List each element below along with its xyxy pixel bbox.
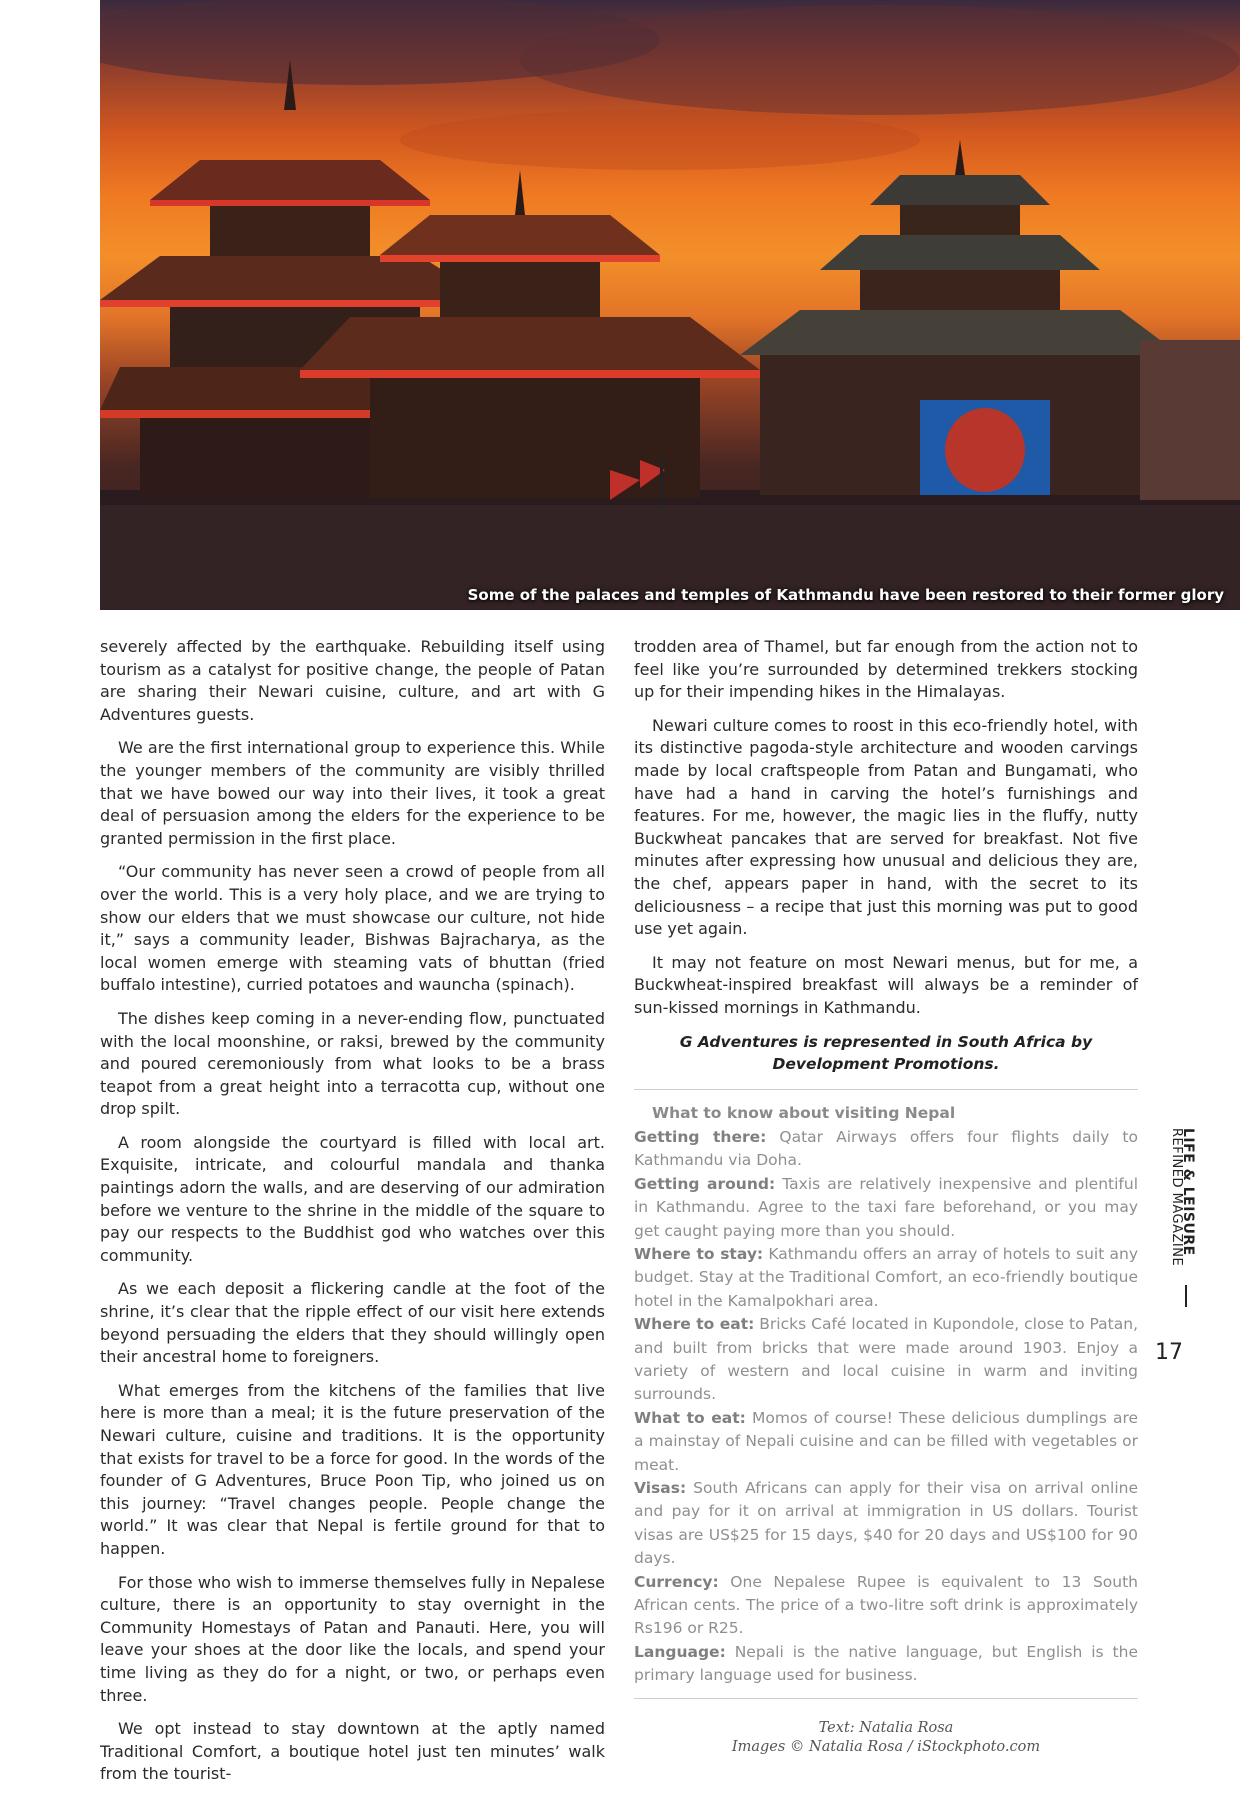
sidebar-item-language bbox=[634, 1641, 1138, 1688]
paragraph: The dishes keep coming in a never-ending flow, punctuated with the local moonshine, or raksi, brewed by the community and poured ceremoniously from what looks to be a brass teapot from a great height into a terracotta cup, without one drop spilt. bbox=[100, 1008, 605, 1119]
byline-text: Text: Natalia Rosa bbox=[818, 1719, 954, 1736]
sidebar-item-where-to-eat bbox=[634, 1313, 1138, 1407]
sidebar-label: Getting around: bbox=[634, 1174, 776, 1193]
sidebar-label: Getting there: bbox=[634, 1127, 767, 1146]
paragraph: As we each deposit a flickering candle at the foot of the shrine, it’s clear that the ripple effect of our visit here extends beyond persuading the elders that they should willingly open their ancestral home to foreigners. bbox=[100, 1279, 605, 1367]
paragraph: It may not feature on most Newari menus, but for me, a Buckwheat-inspired breakfast will always be a reminder of sun-kissed mornings in Kathmandu. bbox=[634, 952, 1138, 1017]
sidebar-text: Nepali is the native language, but English is the primary language used for business. bbox=[634, 1642, 1138, 1685]
sidebar-text: Qatar Airways offers four flights daily to Kathmandu via Doha. bbox=[634, 1127, 1138, 1170]
hero-photo bbox=[100, 0, 1240, 610]
sidebar-label: Where to eat: bbox=[634, 1315, 755, 1334]
representation-credit bbox=[634, 1031, 1138, 1075]
right-pagoda bbox=[740, 140, 1180, 495]
paragraph: What emerges from the kitchens of the families that live here is more than a meal; it is the future preservation of the Newari culture, cuisine and traditions. It is the opportunity that exists for travel to be a force for good. In the words of the founder of G Adventures, Bruce Poon Tip, who joined us on this journey: “Travel changes people. People change the world.” It was clear that Nepal is fertile ground for that to happen. bbox=[100, 1380, 605, 1558]
sidebar-label: Language: bbox=[634, 1642, 726, 1661]
sidebar-label: What to eat: bbox=[634, 1408, 746, 1427]
sidebar-text: South Africans can apply for their visa on arrival online and pay for it on arrival at immigration in US dollars. Tourist visas are US$25 for 15 days, $40 for 20 days and US$100 for 90 days. bbox=[634, 1479, 1138, 1568]
magazine-name: REFINED MAGAZINE bbox=[1169, 1128, 1184, 1267]
folio-text bbox=[1169, 1128, 1196, 1267]
paragraph: severely affected by the earthquake. Rebuilding itself using tourism as a catalyst for positive change, the people of Patan are sharing their Newari cuisine, culture, and art with G Adventures guests. bbox=[100, 637, 605, 724]
sidebar-title: What to know about visiting Nepal bbox=[652, 1103, 956, 1122]
byline-images: Images © Natalia Rosa / iStockphoto.com bbox=[731, 1738, 1041, 1755]
sidebar-label: Currency: bbox=[634, 1572, 719, 1591]
paragraph: For those who wish to immerse themselves fully in Nepalese culture, there is an opportunity to stay overnight in the Community Homestays of Patan and Panauti. Here, you will leave your shoes at the door like the locals, and spend your time living as they do for a night, or two, or perhaps even three. bbox=[100, 1572, 605, 1705]
sidebar-text: Taxis are relatively inexpensive and plentiful in Kathmandu. Agree to the taxi fare beforehand, or you may get caught paying more than you should. bbox=[634, 1174, 1138, 1240]
paragraph: A room alongside the courtyard is filled with local art. Exquisite, intricate, and colourful mandala and thanka paintings adorn the walls, and are deserving of our admiration before we venture to the shrine in the middle of the square to pay our respects to the Buddhist god who watches over this community. bbox=[100, 1132, 605, 1265]
sidebar-item-visas bbox=[634, 1477, 1138, 1571]
right-column bbox=[634, 636, 1138, 1757]
credit-line-1: G Adventures is represented in South Africa by bbox=[679, 1032, 1093, 1051]
paragraph: We are the first international group to experience this. While the younger members of the community are visibly thrilled that we have bowed our way into their lives, it took a great deal of persuasion among the elders for the experience to be granted permission in the first place. bbox=[100, 738, 605, 848]
paragraph: Newari culture comes to roost in this eco-friendly hotel, with its distinctive pagoda-style architecture and wooden carvings made by local craftspeople from Patan and Bungamati, who have had a hand in carving the hotel’s furnishings and features. For me, however, the magic lies in the fluffy, nutty Buckwheat pancakes that are served for breakfast. Not five minutes after expressing how unusual and delicious they are, the chef, appears paper in hand, with the secret to its deliciousness – a recipe that just this morning was put to good use yet again. bbox=[634, 715, 1138, 939]
byline bbox=[634, 1719, 1138, 1757]
sidebar-text: Bricks Café located in Kupondole, close to Patan, and built from bricks that were made around 1903. Enjoy a variety of western and local cuisine in warm and inviting surrounds. bbox=[634, 1315, 1139, 1404]
paragraph: We opt instead to stay downtown at the aptly named Traditional Comfort, a boutique hotel just ten minutes’ walk from the tourist- bbox=[100, 1719, 605, 1784]
folio-divider bbox=[1185, 1285, 1187, 1307]
paragraph: trodden area of Thamel, but far enough from the action not to feel like you’re surrounded by determined trekkers stocking up for their impending hikes in the Himalayas. bbox=[634, 637, 1138, 702]
sidebar-item-where-to-stay bbox=[634, 1243, 1138, 1313]
section-name: LIFE & LEISURE bbox=[1180, 1128, 1196, 1256]
temple-illustration bbox=[100, 0, 1240, 610]
sidebar-item-getting-there bbox=[634, 1126, 1138, 1173]
sidebar-text: One Nepalese Rupee is equivalent to 13 South African cents. The price of a two-litre soft drink is approximately Rs196 or R25. bbox=[634, 1572, 1138, 1638]
sidebar-label: Where to stay: bbox=[634, 1244, 764, 1263]
page-number: 17 bbox=[1155, 1340, 1183, 1365]
sidebar-item-getting-around bbox=[634, 1173, 1138, 1243]
credit-line-2: Development Promotions. bbox=[772, 1054, 1000, 1073]
sidebar-text: Kathmandu offers an array of hotels to suit any budget. Stay at the Traditional Comfort, an eco-friendly boutique hotel in the Kamalpokhari area. bbox=[634, 1244, 1138, 1310]
sidebar-text: Momos of course! These delicious dumplings are a mainstay of Nepali cuisine and can be filled with vegetables or meat. bbox=[634, 1408, 1139, 1474]
photo-caption: Some of the palaces and temples of Kathmandu have been restored to their former glory bbox=[467, 586, 1224, 604]
info-sidebar bbox=[634, 1089, 1138, 1699]
sidebar-label: Visas: bbox=[634, 1479, 687, 1497]
sidebar-item-currency bbox=[634, 1571, 1138, 1641]
paragraph: “Our community has never seen a crowd of people from all over the world. This is a very holy place, and we are trying to show our elders that we must showcase our culture, not hide it,” says a community leader, Bishwas Bajracharya, as the local women emerge with steaming vats of bhuttan (fried buffalo intestine), curried potatoes and wauncha (spinach). bbox=[100, 862, 605, 995]
sidebar-item-what-to-eat bbox=[634, 1407, 1138, 1477]
left-column bbox=[100, 636, 605, 1797]
